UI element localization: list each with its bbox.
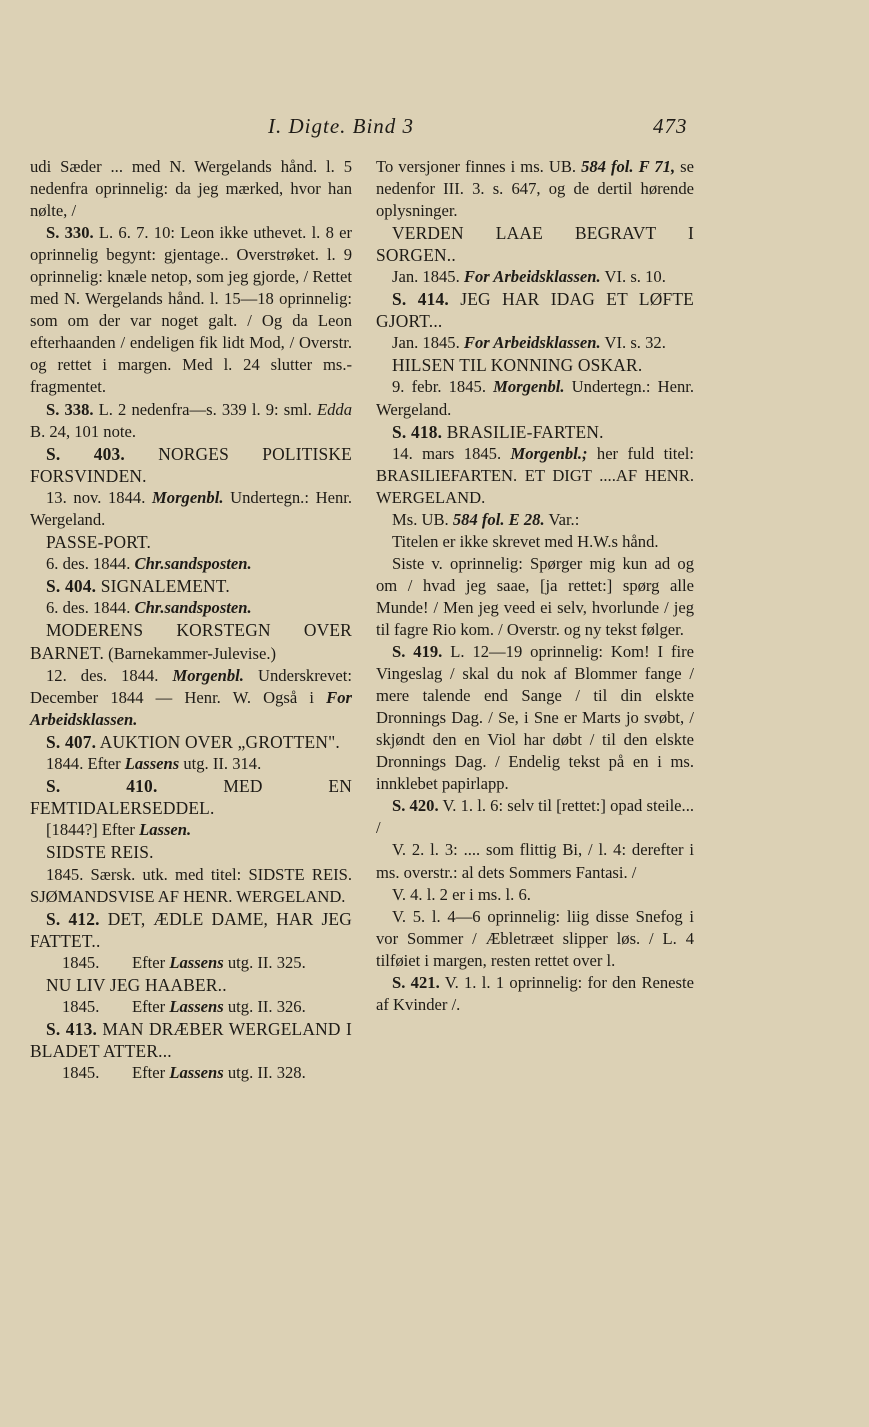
poem-title: NU LIV JEG HAABER.. (46, 974, 227, 995)
note-s330: S. 330. L. 6. 7. 10: Leon ikke uthevet. l. 8 er oprinnelig begynt: gjentage.. Overstrøket. l. 9 oprinnelig: knæle netop, som jeg gjorde, / Rettet med N. Wergelands hånd. l. 15—18 oprinnelig: som om der var noget galt. / Og da Leon efterhaanden / endeligen fik lidt Mod, / Overstr. og rettet i margen. Med l. 24 slutter ms.-fragmentet. (30, 223, 352, 397)
poem-title: HILSEN TIL KONNING OSKAR. (392, 355, 643, 376)
note-paragraph: Titelen er ikke skrevet med H.W.s hånd. (392, 531, 659, 551)
note-s413: S. 413. MAN DRÆBER WERGELAND I BLADET ATTER... (30, 1018, 352, 1061)
note-paragraph: Siste v. oprinnelig: Spørger mig kun ad og om / hvad jeg saae, [ja rettet:] spørg alle Munde! / Men jeg veed ei selv, hvorlunde / jeg til fagre Rio kom. / Overstr. og ny tekst følger. (376, 553, 694, 639)
note-paragraph: To versjoner finnes i ms. UB. 584 fol. F 71, se nedenfor III. 3. s. 647, og de dertil hørende oplysninger. (376, 157, 694, 221)
note-s419: S. 419. L. 12—19 oprinnelig: Kom! I fire Vingeslag / skal du nok af Blommer fange / mere talende end Sange / til din elskte Dronnings Dag. / Se, i Sne er Marts jo svøbt, / skjøndt den en Viol har døbt / til den elskte Dronnings Dag. / Endelig tekst på en i ms. innklebet papirlapp. (376, 642, 694, 794)
note-source: 1845. Særsk. utk. med titel: SIDSTE REIS. SJØMANDSVISE AF HENR. WERGELAND. (30, 864, 352, 906)
note-source: 1845. Efter Lassens utg. II. 328. (62, 1062, 306, 1082)
poem-title: PASSE-PORT. (46, 531, 152, 552)
note-s414: S. 414. JEG HAR IDAG ET LØFTE GJORT... (376, 289, 694, 332)
page-number: 473 (653, 114, 688, 138)
right-column (376, 156, 694, 1016)
note-s421: S. 421. V. 1. l. 1 oprinnelig: for den Reneste af Kvinder /. (376, 972, 694, 1014)
note-source: 6. des. 1844. Chr.sandsposten. (46, 597, 252, 617)
note-source: 6. des. 1844. Chr.sandsposten. (46, 553, 252, 573)
note-s412: S. 412. DET, ÆDLE DAME, HAR JEG FATTET.. (30, 908, 352, 951)
note-manuscript: Ms. UB. 584 fol. E 28. Var.: (392, 509, 580, 529)
note-source: 12. des. 1844. Morgenbl. Underskrevet: December 1844 — Henr. W. Også i For Arbeidsklassen. (30, 666, 352, 730)
note-s407: S. 407. AUKTION OVER „GROTTEN". (46, 732, 340, 753)
poem-title: SIDSTE REIS. (46, 842, 154, 863)
poem-title: VERDEN LAAE BEGRAVT I SORGEN.. (376, 223, 694, 266)
note-s420: S. 420. V. 1. l. 6: selv til [rettet:] opad steile... / (376, 796, 694, 838)
left-column (30, 156, 352, 1084)
note-source: 1845. Efter Lassens utg. II. 325. (62, 952, 306, 972)
note-source: Jan. 1845. For Arbeidsklassen. VI. s. 10. (392, 267, 666, 287)
note-source: 1844. Efter Lassens utg. II. 314. (46, 754, 262, 774)
poem-title: MODERENS KORSTEGN OVER BARNET. (Barnekammer-Julevise.) (30, 619, 352, 664)
note-s403: S. 403. NORGES POLITISKE FORSVINDEN. (30, 443, 352, 486)
note-paragraph: V. 5. l. 4—6 oprinnelig: liig disse Snefog i vor Sommer / Æbletræet slipper løs. / L. 4 tilføiet i margen, resten rettet over l. (376, 906, 694, 970)
note-source: 1845. Efter Lassens utg. II. 326. (62, 996, 306, 1016)
note-s338: S. 338. L. 2 nedenfra—s. 339 l. 9: sml. Edda B. 24, 101 note. (30, 399, 353, 441)
note-source: [1844?] Efter Lassen. (46, 820, 192, 840)
note-paragraph: V. 2. l. 3: .... som flittig Bi, / l. 4: derefter i ms. overstr.: al dets Sommers Fantasi. / (376, 840, 694, 882)
note-paragraph: V. 4. l. 2 er i ms. l. 6. (392, 884, 531, 904)
note-source: 13. nov. 1844. Morgenbl. Undertegn.: Henr. Wergeland. (30, 487, 352, 529)
note-s418: S. 418. BRASILIE-FARTEN. (392, 421, 604, 442)
note-s410: S. 410. MED EN FEMTIDALERSEDDEL. (30, 776, 352, 819)
note-source: 14. mars 1845. Morgenbl.; her fuld titel: BRASILIEFARTEN. ET DIGT ....AF HENR. WERGELAND. (376, 443, 695, 507)
running-title: I. Digte. Bind 3 (268, 114, 415, 138)
note-s404: S. 404. SIGNALEMENT. (46, 575, 230, 596)
note-source: Jan. 1845. For Arbeidsklassen. VI. s. 32. (392, 333, 666, 353)
note-paragraph: udi Sæder ... med N. Wergelands hånd. l. 5 nedenfra oprinnelig: da jeg mærked, hvor han nølte, / (30, 157, 352, 221)
running-header (0, 114, 869, 144)
note-source: 9. febr. 1845. Morgenbl. Undertegn.: Henr. Wergeland. (376, 377, 694, 419)
